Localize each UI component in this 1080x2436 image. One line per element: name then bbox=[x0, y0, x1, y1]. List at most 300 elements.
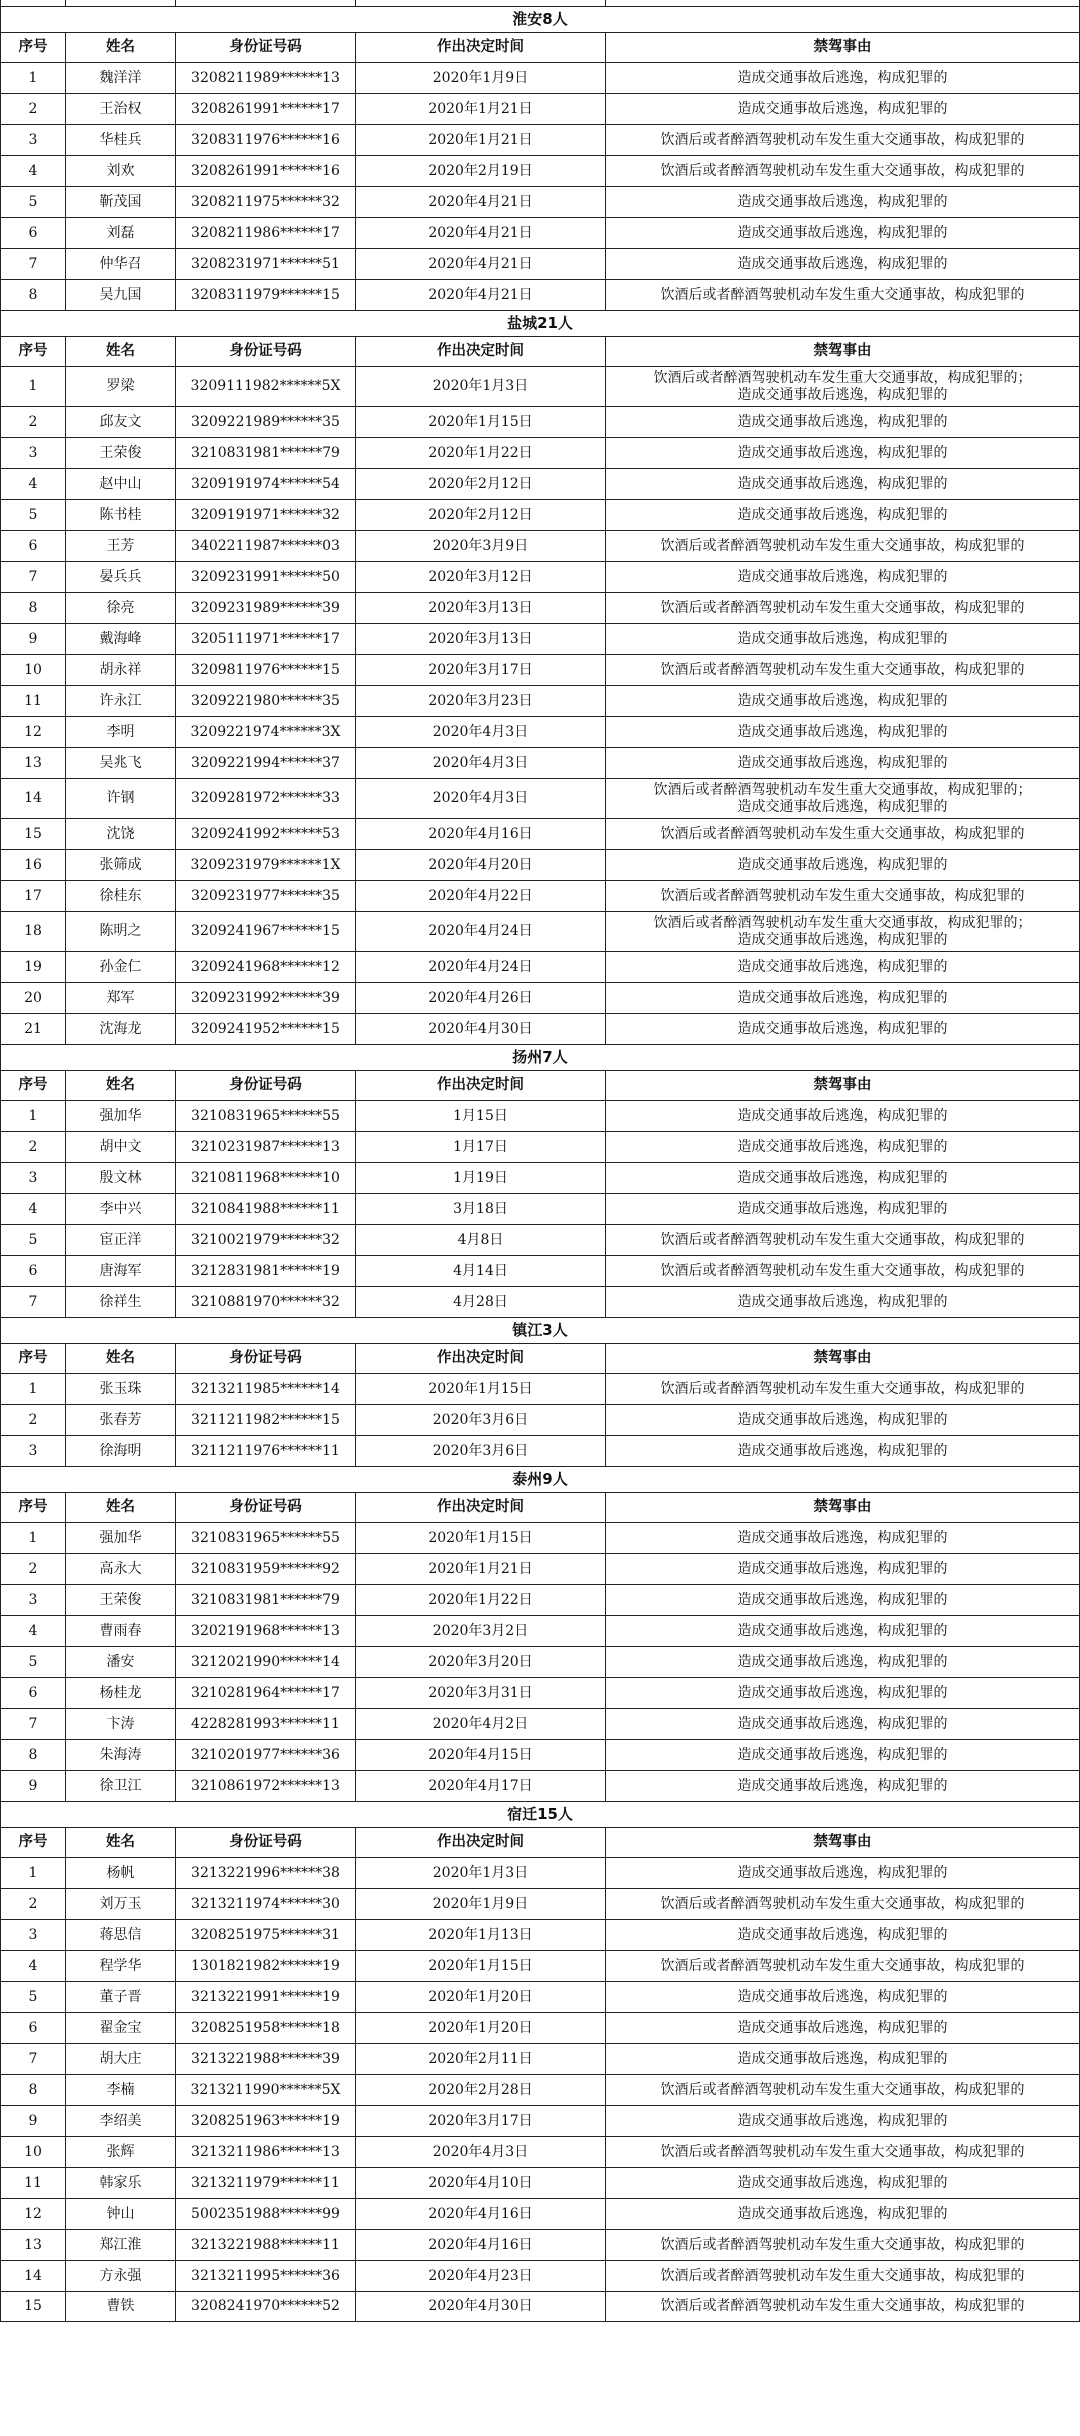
cell-id: 3209241968******12 bbox=[175, 952, 355, 982]
cell-id: 3208211989******13 bbox=[175, 63, 355, 93]
table-header-row bbox=[0, 1343, 1080, 1373]
cell-name: 王治权 bbox=[65, 94, 175, 124]
header-id: 身份证号码 bbox=[175, 33, 355, 62]
cell-id: 3209221980******35 bbox=[175, 686, 355, 716]
cell-no: 5 bbox=[0, 1982, 65, 2012]
table-row bbox=[0, 2198, 1080, 2229]
cell-id: 3213221991******19 bbox=[175, 1982, 355, 2012]
cell-date: 2020年2月28日 bbox=[355, 2075, 605, 2105]
cell-date: 3月18日 bbox=[355, 1194, 605, 1224]
header-id: 身份证号码 bbox=[175, 1344, 355, 1373]
cell-date: 2020年3月20日 bbox=[355, 1647, 605, 1677]
header-no: 序号 bbox=[0, 1828, 65, 1857]
section-title-row bbox=[0, 1466, 1080, 1492]
cell-id: 3210831981******79 bbox=[175, 438, 355, 468]
cell-date: 2020年3月9日 bbox=[355, 531, 605, 561]
cell-reason: 造成交通事故后逃逸，构成犯罪的 bbox=[605, 717, 1080, 747]
table-row bbox=[0, 1677, 1080, 1708]
cell-no: 12 bbox=[0, 717, 65, 747]
cell-name: 李绍美 bbox=[65, 2106, 175, 2136]
cell-id: 3209231992******39 bbox=[175, 983, 355, 1013]
cell-no: 10 bbox=[0, 655, 65, 685]
cell-name: 程学华 bbox=[65, 1951, 175, 1981]
cell-date: 4月8日 bbox=[355, 1225, 605, 1255]
table-row bbox=[0, 124, 1080, 155]
cell-reason: 饮酒后或者醉酒驾驶机动车发生重大交通事故，构成犯罪的 bbox=[605, 2230, 1080, 2260]
header-reason: 禁驾事由 bbox=[605, 1071, 1080, 1100]
table-row bbox=[0, 592, 1080, 623]
table-row bbox=[0, 654, 1080, 685]
cell-no: 21 bbox=[0, 1014, 65, 1044]
cell-reason: 造成交通事故后逃逸，构成犯罪的 bbox=[605, 1678, 1080, 1708]
cell-name: 徐海明 bbox=[65, 1436, 175, 1466]
table-row bbox=[0, 1404, 1080, 1435]
header-no: 序号 bbox=[0, 1344, 65, 1373]
cell-reason: 饮酒后或者醉酒驾驶机动车发生重大交通事故，构成犯罪的； 造成交通事故后逃逸，构成犯罪的 bbox=[605, 912, 1080, 951]
table-row bbox=[0, 2043, 1080, 2074]
cell-id: 3211211976******11 bbox=[175, 1436, 355, 1466]
table-row bbox=[0, 685, 1080, 716]
cell-no: 2 bbox=[0, 1405, 65, 1435]
cell-date: 2020年4月3日 bbox=[355, 779, 605, 818]
cell-reason: 造成交通事故后逃逸，构成犯罪的 bbox=[605, 850, 1080, 880]
cell-id: 3210861972******13 bbox=[175, 1771, 355, 1801]
cell-no: 2 bbox=[0, 407, 65, 437]
cell-reason: 造成交通事故后逃逸，构成犯罪的 bbox=[605, 1194, 1080, 1224]
cell-name: 魏洋洋 bbox=[65, 63, 175, 93]
cell-name: 钟山 bbox=[65, 2199, 175, 2229]
header-id: 身份证号码 bbox=[175, 1071, 355, 1100]
cell-no: 11 bbox=[0, 2168, 65, 2198]
cell-reason: 造成交通事故后逃逸，构成犯罪的 bbox=[605, 407, 1080, 437]
cell-reason: 造成交通事故后逃逸，构成犯罪的 bbox=[605, 218, 1080, 248]
table-row bbox=[0, 911, 1080, 951]
cell-date: 2020年3月12日 bbox=[355, 562, 605, 592]
table-row bbox=[0, 2260, 1080, 2291]
cell-no: 6 bbox=[0, 2013, 65, 2043]
cell-date: 2020年4月16日 bbox=[355, 819, 605, 849]
cell-name: 宦正洋 bbox=[65, 1225, 175, 1255]
cell-name: 靳茂国 bbox=[65, 187, 175, 217]
cell-id: 3209241967******15 bbox=[175, 912, 355, 951]
cell-date: 1月19日 bbox=[355, 1163, 605, 1193]
table-row bbox=[0, 849, 1080, 880]
cell-name: 胡永祥 bbox=[65, 655, 175, 685]
cell-name: 陈明之 bbox=[65, 912, 175, 951]
cell-reason: 造成交通事故后逃逸，构成犯罪的 bbox=[605, 1858, 1080, 1888]
cell-id: 3209111982******5X bbox=[175, 367, 355, 406]
cell-id: 3208311979******15 bbox=[175, 280, 355, 310]
cell-date: 2020年1月21日 bbox=[355, 125, 605, 155]
cell-no: 5 bbox=[0, 1647, 65, 1677]
table-row bbox=[0, 1193, 1080, 1224]
cell-id: 3210831981******79 bbox=[175, 1585, 355, 1615]
cell-no: 13 bbox=[0, 748, 65, 778]
cell-no: 2 bbox=[0, 1889, 65, 1919]
header-no: 序号 bbox=[0, 1493, 65, 1522]
cell-id: 3212021990******14 bbox=[175, 1647, 355, 1677]
cell-date: 2020年3月17日 bbox=[355, 2106, 605, 2136]
cell-id: 3209241992******53 bbox=[175, 819, 355, 849]
cell-date: 2020年4月3日 bbox=[355, 2137, 605, 2167]
cell-name: 徐桂东 bbox=[65, 881, 175, 911]
cell-date: 2020年3月6日 bbox=[355, 1436, 605, 1466]
cell-reason: 造成交通事故后逃逸，构成犯罪的 bbox=[605, 1616, 1080, 1646]
cell-id: 3202191968******13 bbox=[175, 1616, 355, 1646]
cell-date: 2020年3月13日 bbox=[355, 593, 605, 623]
cell-reason: 造成交通事故后逃逸，构成犯罪的 bbox=[605, 1014, 1080, 1044]
cell-id: 3213211974******30 bbox=[175, 1889, 355, 1919]
cell-date: 2020年1月9日 bbox=[355, 63, 605, 93]
cell-name: 张辉 bbox=[65, 2137, 175, 2167]
section-title-row bbox=[0, 310, 1080, 336]
cell-name: 戴海峰 bbox=[65, 624, 175, 654]
table-row bbox=[0, 1857, 1080, 1888]
cell-date: 2020年4月26日 bbox=[355, 983, 605, 1013]
cell-reason: 造成交通事故后逃逸，构成犯罪的 bbox=[605, 1436, 1080, 1466]
cell-date: 2020年1月15日 bbox=[355, 407, 605, 437]
cell-id: 3208251958******18 bbox=[175, 2013, 355, 2043]
section-title-row bbox=[0, 1044, 1080, 1070]
cell-no: 3 bbox=[0, 1920, 65, 1950]
cell-name: 孙金仁 bbox=[65, 952, 175, 982]
cell-date: 2020年4月15日 bbox=[355, 1740, 605, 1770]
cell-no: 6 bbox=[0, 1678, 65, 1708]
cell-no: 3 bbox=[0, 1436, 65, 1466]
cell-date: 1月15日 bbox=[355, 1101, 605, 1131]
cell-reason: 饮酒后或者醉酒驾驶机动车发生重大交通事故，构成犯罪的 bbox=[605, 156, 1080, 186]
cell-reason: 造成交通事故后逃逸，构成犯罪的 bbox=[605, 1132, 1080, 1162]
table-row bbox=[0, 1255, 1080, 1286]
cell-name: 董子晋 bbox=[65, 1982, 175, 2012]
cell-id: 3210231987******13 bbox=[175, 1132, 355, 1162]
section-title-row bbox=[0, 1801, 1080, 1827]
cell-date: 2020年1月22日 bbox=[355, 438, 605, 468]
cell-reason: 造成交通事故后逃逸，构成犯罪的 bbox=[605, 1709, 1080, 1739]
cell-id: 3208311976******16 bbox=[175, 125, 355, 155]
cell-id: 3210831959******92 bbox=[175, 1554, 355, 1584]
cell-reason: 造成交通事故后逃逸，构成犯罪的 bbox=[605, 2044, 1080, 2074]
cell-name: 徐卫江 bbox=[65, 1771, 175, 1801]
cell-reason: 造成交通事故后逃逸，构成犯罪的 bbox=[605, 1647, 1080, 1677]
cell-reason: 造成交通事故后逃逸，构成犯罪的 bbox=[605, 2106, 1080, 2136]
header-reason: 禁驾事由 bbox=[605, 1828, 1080, 1857]
table-row bbox=[0, 1739, 1080, 1770]
cell-id: 3213221988******11 bbox=[175, 2230, 355, 2260]
cell-name: 曹雨春 bbox=[65, 1616, 175, 1646]
cell-no: 13 bbox=[0, 2230, 65, 2260]
table-row bbox=[0, 248, 1080, 279]
table-header-row bbox=[0, 1827, 1080, 1857]
cell-id: 3212831981******19 bbox=[175, 1256, 355, 1286]
section-title: 扬州7人 bbox=[0, 1045, 1080, 1070]
cell-no: 3 bbox=[0, 125, 65, 155]
table-row bbox=[0, 437, 1080, 468]
cell-reason: 饮酒后或者醉酒驾驶机动车发生重大交通事故，构成犯罪的 bbox=[605, 2137, 1080, 2167]
header-name: 姓名 bbox=[65, 33, 175, 62]
cell-reason: 饮酒后或者醉酒驾驶机动车发生重大交通事故，构成犯罪的； 造成交通事故后逃逸，构成犯罪的 bbox=[605, 779, 1080, 818]
cell-reason: 饮酒后或者醉酒驾驶机动车发生重大交通事故，构成犯罪的； 造成交通事故后逃逸，构成犯罪的 bbox=[605, 367, 1080, 406]
header-date: 作出决定时间 bbox=[355, 1493, 605, 1522]
cell-name: 刘磊 bbox=[65, 218, 175, 248]
cell-no: 9 bbox=[0, 624, 65, 654]
cell-reason: 造成交通事故后逃逸，构成犯罪的 bbox=[605, 94, 1080, 124]
cell-no: 2 bbox=[0, 1132, 65, 1162]
cell-no: 8 bbox=[0, 593, 65, 623]
table-row bbox=[0, 623, 1080, 654]
cell-no: 18 bbox=[0, 912, 65, 951]
cell-date: 2020年1月15日 bbox=[355, 1523, 605, 1553]
cell-date: 2020年2月12日 bbox=[355, 469, 605, 499]
cell-no: 7 bbox=[0, 249, 65, 279]
cell-name: 沈海龙 bbox=[65, 1014, 175, 1044]
header-reason: 禁驾事由 bbox=[605, 1493, 1080, 1522]
table-row bbox=[0, 93, 1080, 124]
section-title: 宿迁15人 bbox=[0, 1802, 1080, 1827]
cell-name: 徐祥生 bbox=[65, 1287, 175, 1317]
cell-reason: 饮酒后或者醉酒驾驶机动车发生重大交通事故，构成犯罪的 bbox=[605, 531, 1080, 561]
cell-reason: 造成交通事故后逃逸，构成犯罪的 bbox=[605, 1163, 1080, 1193]
table-row bbox=[0, 1435, 1080, 1466]
cell-reason: 饮酒后或者醉酒驾驶机动车发生重大交通事故，构成犯罪的 bbox=[605, 2292, 1080, 2321]
cell-id: 3208251963******19 bbox=[175, 2106, 355, 2136]
table-row bbox=[0, 1553, 1080, 1584]
header-name: 姓名 bbox=[65, 1071, 175, 1100]
cell-date: 2020年4月17日 bbox=[355, 1771, 605, 1801]
cell-reason: 造成交通事故后逃逸，构成犯罪的 bbox=[605, 63, 1080, 93]
cell-name: 李楠 bbox=[65, 2075, 175, 2105]
cell-reason: 造成交通事故后逃逸，构成犯罪的 bbox=[605, 187, 1080, 217]
cell-date: 2020年1月3日 bbox=[355, 367, 605, 406]
cell-date: 2020年4月24日 bbox=[355, 912, 605, 951]
table-row bbox=[0, 499, 1080, 530]
cell-name: 蒋思信 bbox=[65, 1920, 175, 1950]
header-name: 姓名 bbox=[65, 1344, 175, 1373]
cell-id: 3208241970******52 bbox=[175, 2292, 355, 2321]
cell-date: 2020年4月16日 bbox=[355, 2230, 605, 2260]
cell-name: 仲华召 bbox=[65, 249, 175, 279]
cell-id: 3210811968******10 bbox=[175, 1163, 355, 1193]
cell-id: 3209811976******15 bbox=[175, 655, 355, 685]
cell-name: 吴兆飞 bbox=[65, 748, 175, 778]
cell-id: 3209281972******33 bbox=[175, 779, 355, 818]
cell-reason: 造成交通事故后逃逸，构成犯罪的 bbox=[605, 562, 1080, 592]
table-row bbox=[0, 982, 1080, 1013]
cell-date: 4月14日 bbox=[355, 1256, 605, 1286]
cell-id: 3210841988******11 bbox=[175, 1194, 355, 1224]
header-id: 身份证号码 bbox=[175, 337, 355, 366]
cell-name: 唐海军 bbox=[65, 1256, 175, 1286]
cell-name: 郑江淮 bbox=[65, 2230, 175, 2260]
cell-no: 1 bbox=[0, 1101, 65, 1131]
cell-no: 11 bbox=[0, 686, 65, 716]
cell-no: 3 bbox=[0, 1585, 65, 1615]
table-row bbox=[0, 366, 1080, 406]
cell-id: 3205111971******17 bbox=[175, 624, 355, 654]
table-row bbox=[0, 1888, 1080, 1919]
header-date: 作出决定时间 bbox=[355, 33, 605, 62]
header-name: 姓名 bbox=[65, 1493, 175, 1522]
table-row bbox=[0, 1286, 1080, 1317]
cell-id: 1301821982******19 bbox=[175, 1951, 355, 1981]
cell-id: 5002351988******99 bbox=[175, 2199, 355, 2229]
cell-no: 8 bbox=[0, 280, 65, 310]
cell-id: 3213211995******36 bbox=[175, 2261, 355, 2291]
cell-name: 张筛成 bbox=[65, 850, 175, 880]
cell-name: 刘欢 bbox=[65, 156, 175, 186]
cell-no: 6 bbox=[0, 218, 65, 248]
header-date: 作出决定时间 bbox=[355, 337, 605, 366]
cell-name: 方永强 bbox=[65, 2261, 175, 2291]
cell-id: 3209231991******50 bbox=[175, 562, 355, 592]
cell-name: 李中兴 bbox=[65, 1194, 175, 1224]
table-header-row bbox=[0, 336, 1080, 366]
cell-date: 2020年4月20日 bbox=[355, 850, 605, 880]
cell-reason: 造成交通事故后逃逸，构成犯罪的 bbox=[605, 2168, 1080, 2198]
table-row bbox=[0, 2229, 1080, 2260]
cell-name: 赵中山 bbox=[65, 469, 175, 499]
cell-date: 2020年4月30日 bbox=[355, 2292, 605, 2321]
cell-id: 3210281964******17 bbox=[175, 1678, 355, 1708]
cell-date: 2020年4月3日 bbox=[355, 717, 605, 747]
cell-no: 4 bbox=[0, 1194, 65, 1224]
cell-id: 3213221988******39 bbox=[175, 2044, 355, 2074]
table-row bbox=[0, 1981, 1080, 2012]
table-row bbox=[0, 1013, 1080, 1044]
table-row bbox=[0, 1615, 1080, 1646]
cell-name: 李明 bbox=[65, 717, 175, 747]
cell-name: 王荣俊 bbox=[65, 1585, 175, 1615]
cell-name: 强加华 bbox=[65, 1523, 175, 1553]
cell-id: 3209231977******35 bbox=[175, 881, 355, 911]
cell-id: 3209191974******54 bbox=[175, 469, 355, 499]
cell-name: 潘安 bbox=[65, 1647, 175, 1677]
cell-id: 3210831965******55 bbox=[175, 1523, 355, 1553]
header-reason: 禁驾事由 bbox=[605, 337, 1080, 366]
header-name: 姓名 bbox=[65, 337, 175, 366]
table-header-row bbox=[0, 1070, 1080, 1100]
table-row bbox=[0, 747, 1080, 778]
table-row bbox=[0, 2136, 1080, 2167]
cell-date: 2020年4月24日 bbox=[355, 952, 605, 982]
cell-reason: 饮酒后或者醉酒驾驶机动车发生重大交通事故，构成犯罪的 bbox=[605, 1889, 1080, 1919]
cell-date: 2020年3月6日 bbox=[355, 1405, 605, 1435]
cell-name: 高永大 bbox=[65, 1554, 175, 1584]
cell-name: 吴九国 bbox=[65, 280, 175, 310]
cell-name: 陈书桂 bbox=[65, 500, 175, 530]
cell-date: 2020年4月30日 bbox=[355, 1014, 605, 1044]
cell-no: 8 bbox=[0, 1740, 65, 1770]
cell-id: 3208211986******17 bbox=[175, 218, 355, 248]
table-row bbox=[0, 880, 1080, 911]
cell-date: 2020年2月19日 bbox=[355, 156, 605, 186]
cell-name: 胡大庄 bbox=[65, 2044, 175, 2074]
cell-name: 华桂兵 bbox=[65, 125, 175, 155]
cell-date: 4月28日 bbox=[355, 1287, 605, 1317]
cell-name: 杨桂龙 bbox=[65, 1678, 175, 1708]
cell-reason: 饮酒后或者醉酒驾驶机动车发生重大交通事故，构成犯罪的 bbox=[605, 2261, 1080, 2291]
cell-id: 3213211985******14 bbox=[175, 1374, 355, 1404]
table-row bbox=[0, 1162, 1080, 1193]
header-reason: 禁驾事由 bbox=[605, 1344, 1080, 1373]
table-row bbox=[0, 1373, 1080, 1404]
table-row bbox=[0, 1522, 1080, 1553]
cell-reason: 造成交通事故后逃逸，构成犯罪的 bbox=[605, 1920, 1080, 1950]
table-row bbox=[0, 2291, 1080, 2322]
cell-reason: 饮酒后或者醉酒驾驶机动车发生重大交通事故，构成犯罪的 bbox=[605, 593, 1080, 623]
cell-no: 10 bbox=[0, 2137, 65, 2167]
cell-no: 7 bbox=[0, 1287, 65, 1317]
cell-id: 3213221996******38 bbox=[175, 1858, 355, 1888]
cell-date: 2020年2月11日 bbox=[355, 2044, 605, 2074]
cell-reason: 造成交通事故后逃逸，构成犯罪的 bbox=[605, 1101, 1080, 1131]
table-row bbox=[0, 530, 1080, 561]
section-title: 镇江3人 bbox=[0, 1318, 1080, 1343]
cell-date: 2020年1月22日 bbox=[355, 1585, 605, 1615]
cell-no: 1 bbox=[0, 1374, 65, 1404]
cell-date: 2020年3月2日 bbox=[355, 1616, 605, 1646]
cell-no: 1 bbox=[0, 367, 65, 406]
cell-date: 2020年4月21日 bbox=[355, 249, 605, 279]
cell-no: 15 bbox=[0, 2292, 65, 2321]
cell-name: 邱友文 bbox=[65, 407, 175, 437]
cell-id: 3402211987******03 bbox=[175, 531, 355, 561]
cell-id: 3213211979******11 bbox=[175, 2168, 355, 2198]
cell-name: 杨帆 bbox=[65, 1858, 175, 1888]
cell-reason: 造成交通事故后逃逸，构成犯罪的 bbox=[605, 1287, 1080, 1317]
cell-name: 翟金宝 bbox=[65, 2013, 175, 2043]
cell-id: 3209221994******37 bbox=[175, 748, 355, 778]
table-row bbox=[0, 951, 1080, 982]
table-row bbox=[0, 1224, 1080, 1255]
cell-id: 3210881970******32 bbox=[175, 1287, 355, 1317]
header-reason: 禁驾事由 bbox=[605, 33, 1080, 62]
table-row bbox=[0, 778, 1080, 818]
table-row bbox=[0, 1708, 1080, 1739]
cell-date: 2020年1月9日 bbox=[355, 1889, 605, 1919]
cell-no: 1 bbox=[0, 63, 65, 93]
cell-date: 2020年4月21日 bbox=[355, 218, 605, 248]
cell-reason: 造成交通事故后逃逸，构成犯罪的 bbox=[605, 952, 1080, 982]
cell-reason: 造成交通事故后逃逸，构成犯罪的 bbox=[605, 686, 1080, 716]
header-no: 序号 bbox=[0, 1071, 65, 1100]
cell-date: 2020年4月21日 bbox=[355, 280, 605, 310]
cell-name: 张玉珠 bbox=[65, 1374, 175, 1404]
cell-no: 5 bbox=[0, 500, 65, 530]
cell-id: 3213211986******13 bbox=[175, 2137, 355, 2167]
cell-reason: 饮酒后或者醉酒驾驶机动车发生重大交通事故，构成犯罪的 bbox=[605, 1374, 1080, 1404]
cell-reason: 造成交通事故后逃逸，构成犯罪的 bbox=[605, 1405, 1080, 1435]
header-date: 作出决定时间 bbox=[355, 1344, 605, 1373]
table-header-row bbox=[0, 32, 1080, 62]
cell-name: 晏兵兵 bbox=[65, 562, 175, 592]
cell-name: 朱海涛 bbox=[65, 1740, 175, 1770]
cell-date: 2020年1月21日 bbox=[355, 1554, 605, 1584]
cell-date: 2020年3月31日 bbox=[355, 1678, 605, 1708]
cell-id: 3211211982******15 bbox=[175, 1405, 355, 1435]
cell-name: 郑军 bbox=[65, 983, 175, 1013]
cell-reason: 造成交通事故后逃逸，构成犯罪的 bbox=[605, 1523, 1080, 1553]
cell-no: 8 bbox=[0, 2075, 65, 2105]
cell-date: 2020年3月17日 bbox=[355, 655, 605, 685]
cell-no: 19 bbox=[0, 952, 65, 982]
cell-date: 2020年4月10日 bbox=[355, 2168, 605, 2198]
cell-reason: 造成交通事故后逃逸，构成犯罪的 bbox=[605, 1554, 1080, 1584]
cell-no: 7 bbox=[0, 2044, 65, 2074]
cell-reason: 饮酒后或者醉酒驾驶机动车发生重大交通事故，构成犯罪的 bbox=[605, 1256, 1080, 1286]
cell-date: 2020年1月15日 bbox=[355, 1374, 605, 1404]
header-date: 作出决定时间 bbox=[355, 1071, 605, 1100]
